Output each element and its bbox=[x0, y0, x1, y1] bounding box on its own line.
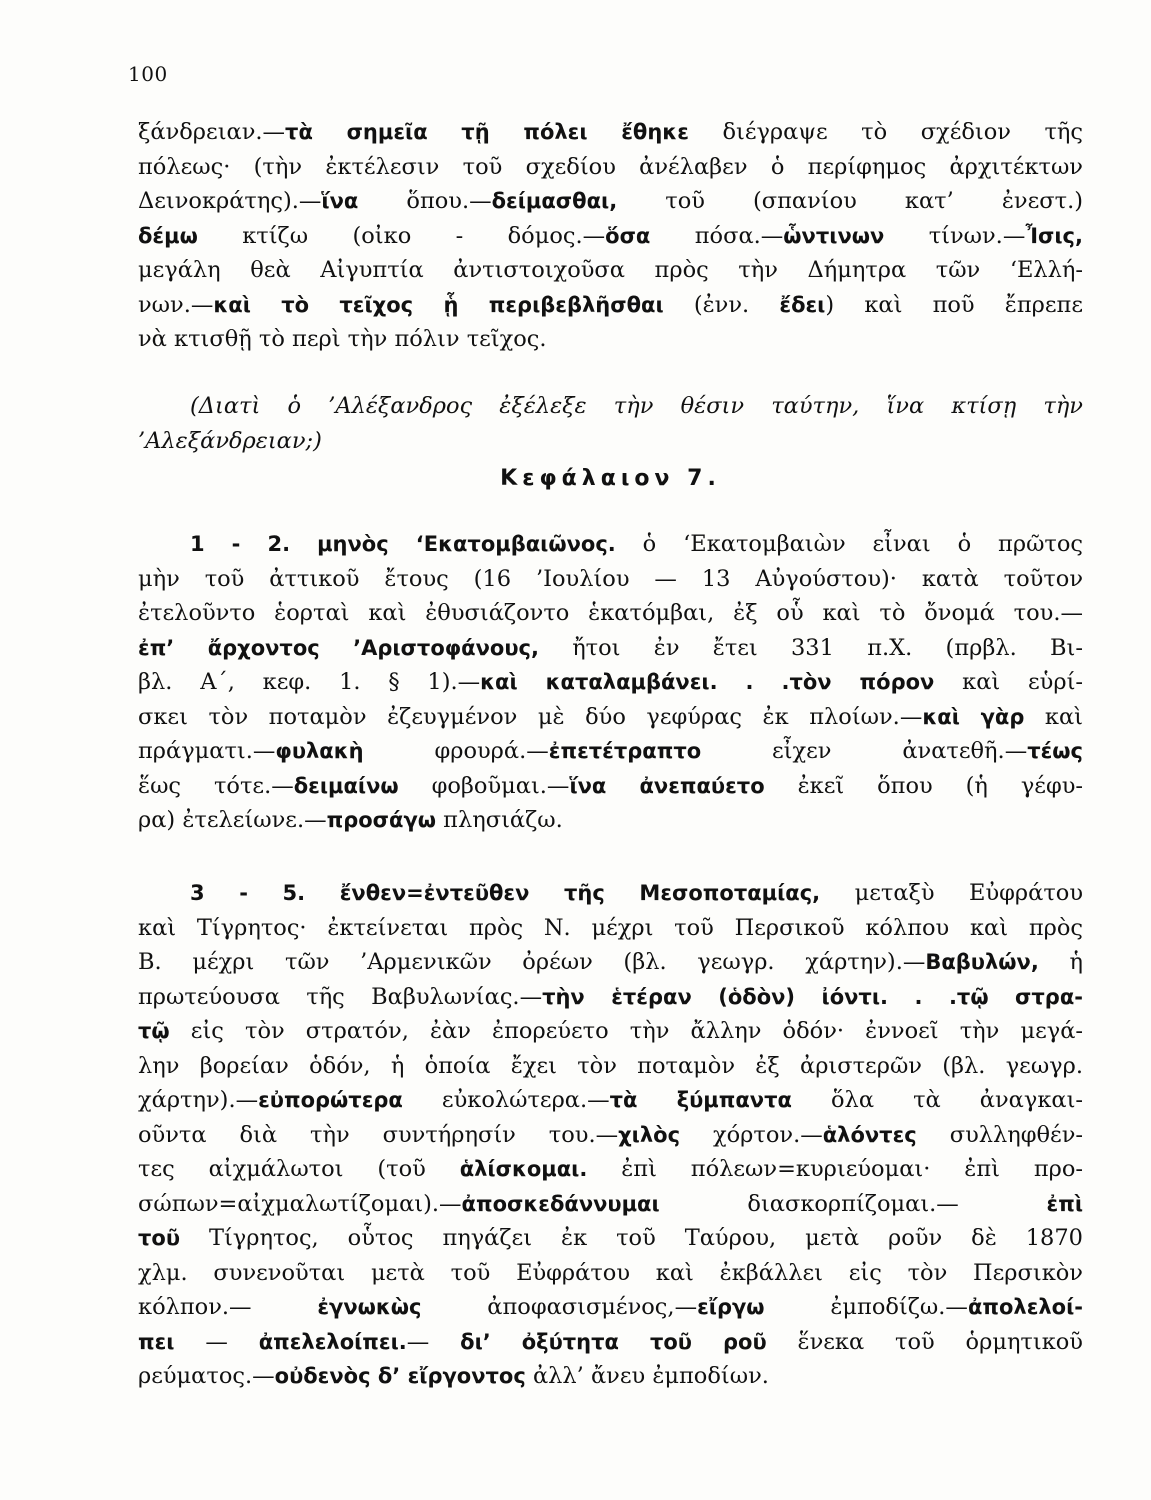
bold-term: εἴργω bbox=[697, 1295, 765, 1319]
text-segment: ) καὶ ποῦ ἔπρεπε bbox=[825, 291, 1083, 318]
text-segment: χόρτον.— bbox=[680, 1121, 823, 1148]
bold-term: πει bbox=[138, 1329, 175, 1354]
bold-term: χιλὸς bbox=[618, 1122, 681, 1147]
text-segment: ἐπὶ πόλεων=κυριεύομαι· ἐπὶ προ- bbox=[587, 1156, 1083, 1182]
text-segment: τοῦ (σπανίου κατ’ ἐνεστ.) bbox=[617, 188, 1083, 214]
page-number: 100 bbox=[128, 62, 168, 86]
text-segment: ’Αλεξάνδρειαν;) bbox=[138, 427, 322, 454]
text-segment: φρουρά.— bbox=[363, 738, 549, 764]
bold-term: δείμασθαι, bbox=[491, 189, 618, 213]
text-line bbox=[138, 911, 1083, 946]
bold-term: τέως bbox=[1027, 739, 1083, 763]
text-segment: πρωτεύουσα τῆς Βαβυλωνίας.— bbox=[138, 983, 543, 1010]
text-line bbox=[138, 1118, 1083, 1153]
text-line bbox=[138, 876, 1083, 911]
text-segment: τες αἰχμάλωτοι (τοῦ bbox=[138, 1156, 460, 1182]
text-line bbox=[138, 1083, 1083, 1118]
text-segment: ἤτοι ἐν ἔτει 331 π.Χ. (πρβλ. Βι- bbox=[538, 634, 1083, 661]
bold-term: τὰ ξύμπαντα bbox=[609, 1088, 792, 1112]
text-segment: ὁ ‘Εκατομβαιὼν εἶναι ὁ πρῶτος bbox=[615, 531, 1084, 557]
bold-term: δι’ ὀξύτητα τοῦ ροῦ bbox=[460, 1329, 767, 1354]
text-segment: ἀποφασισμένος,— bbox=[421, 1294, 698, 1320]
text-segment: ἐκεῖ ὅπου (ἡ γέφυ- bbox=[764, 772, 1083, 799]
text-line bbox=[138, 596, 1083, 631]
text-segment: ἐμποδίζω.— bbox=[764, 1294, 968, 1320]
bold-term: ἐγνωκὼς bbox=[317, 1295, 422, 1319]
text-line bbox=[138, 1290, 1083, 1325]
text-segment: διασκορπίζομαι.— bbox=[659, 1190, 1047, 1217]
bold-term: δέμω bbox=[138, 223, 198, 248]
text-segment: καὶ bbox=[1024, 703, 1083, 730]
bold-term: εὐπορώτερα bbox=[258, 1088, 403, 1112]
paragraph-3 bbox=[138, 876, 1083, 1394]
text-line bbox=[138, 1221, 1083, 1256]
text-line bbox=[138, 769, 1083, 804]
text-line bbox=[138, 734, 1083, 769]
text-segment: τίνων.— bbox=[884, 222, 1026, 249]
text-segment: ἕνεκα τοῦ ὁρμητικοῦ bbox=[766, 1328, 1083, 1355]
text-line bbox=[138, 288, 1083, 323]
text-segment: ρεύματος.— bbox=[138, 1363, 275, 1389]
chapter-heading: Κεφάλαιον 7. bbox=[500, 466, 721, 491]
text-segment: νων.— bbox=[138, 291, 214, 318]
text-segment: σκει τὸν ποταμὸν ἐζευγμένον μὲ δύο γεφύρας ἐκ πλοίων.— bbox=[138, 703, 923, 730]
text-segment: διέγραψε τὸ σχέδιον τῆς bbox=[688, 119, 1083, 145]
text-line bbox=[138, 150, 1083, 185]
bold-term: ἐπ’ ἄρχοντος ’Αριστοφάνους, bbox=[138, 635, 539, 660]
bold-term: ἀπελελοίπει. bbox=[258, 1329, 407, 1354]
paragraph-1 bbox=[138, 115, 1083, 357]
bold-term: Ἶσις, bbox=[1025, 223, 1083, 248]
text-segment: καὶ Τίγρητος· ἐκτείνεται πρὸς Ν. μέχρι τοῦ Περσικοῦ κόλπου καὶ πρὸς bbox=[138, 914, 1083, 941]
text-segment: κόλπον.— bbox=[138, 1294, 318, 1320]
text-line bbox=[138, 665, 1083, 700]
text-segment: νὰ κτισθῇ τὸ περὶ τὴν πόλιν τεῖχος. bbox=[138, 326, 547, 352]
text-segment: ἡ bbox=[1038, 949, 1083, 975]
text-segment: — bbox=[174, 1328, 259, 1355]
text-segment: Δεινοκράτης).— bbox=[138, 188, 322, 214]
text-line bbox=[138, 184, 1083, 219]
bold-term: 1 - 2. μηνὸς ‘Εκατομβαιῶνος. bbox=[190, 532, 616, 556]
bold-term: τῷ bbox=[138, 1019, 170, 1043]
bold-term: Βαβυλών, bbox=[925, 950, 1039, 974]
bold-term: ἁλίσκομαι. bbox=[459, 1157, 588, 1181]
text-line bbox=[138, 700, 1083, 735]
text-segment: λην βορείαν ὁδόν, ἡ ὁποία ἔχει τὸν ποταμὸν ἐξ ἀριστερῶν (βλ. γεωγρ. bbox=[138, 1052, 1083, 1079]
paragraph-2 bbox=[138, 527, 1083, 838]
text-line bbox=[138, 115, 1083, 150]
text-line bbox=[138, 219, 1083, 254]
text-segment: πόσα.— bbox=[650, 222, 784, 249]
text-segment: Τίγρητος, οὗτος πηγάζει ἐκ τοῦ Ταύρου, μετὰ ροῦν δὲ 1870 bbox=[180, 1225, 1083, 1251]
bold-term: τὴν ἑτέραν (ὁδὸν) ἰόντι. . .τῷ στρα- bbox=[542, 984, 1083, 1009]
text-segment: — bbox=[406, 1328, 461, 1355]
bold-term: ὅσα bbox=[605, 223, 651, 248]
question-paragraph bbox=[138, 389, 1083, 458]
bold-term: ἐπετέτραπτο bbox=[548, 739, 702, 763]
text-segment: ξάνδρειαν.— bbox=[138, 119, 286, 145]
text-segment: ἐτελοῦντο ἑορταὶ καὶ ἐθυσιάζοντο ἑκατόμβαι, ἐξ οὗ καὶ τὸ ὄνομά του.— bbox=[138, 600, 1083, 626]
bold-term: φυλακὴ bbox=[275, 739, 364, 763]
text-line bbox=[138, 562, 1083, 597]
bold-term: ἵνα bbox=[321, 189, 359, 213]
text-line bbox=[138, 803, 1083, 838]
text-line bbox=[138, 527, 1083, 562]
text-line bbox=[138, 1014, 1083, 1049]
bold-term: οὐδενὸς δ’ εἴργοντος bbox=[274, 1364, 526, 1388]
text-segment: Β. μέχρι τῶν ’Αρμενικῶν ὀρέων (βλ. γεωγρ. χάρτην).— bbox=[138, 949, 926, 975]
bold-term: ἀποσκεδάννυμαι bbox=[461, 1191, 660, 1216]
text-line bbox=[138, 322, 1083, 357]
text-line bbox=[138, 1359, 1083, 1394]
text-segment: (Διατὶ ὁ ’Αλέξανδρος ἐξέλεξε τὴν θέσιν ταύτην, ἵνα κτίσῃ τὴν bbox=[190, 393, 1083, 419]
text-segment: χλμ. συνενοῦται μετὰ τοῦ Εὐφράτου καὶ ἐκβάλλει εἰς τὸν Περσικὸν bbox=[138, 1259, 1083, 1286]
text-line bbox=[138, 945, 1083, 980]
text-segment: συλληφθέν- bbox=[916, 1121, 1083, 1148]
bold-term: ἁλόντες bbox=[822, 1122, 917, 1147]
text-segment: ἀλλ’ ἄνευ ἐμποδίων. bbox=[525, 1363, 769, 1389]
text-line bbox=[138, 1325, 1083, 1360]
bold-term: προσάγω bbox=[326, 808, 437, 832]
text-segment: μὴν τοῦ ἀττικοῦ ἔτους (16 ’Ιουλίου — 13 Αὐγούστου)· κατὰ τοῦτον bbox=[138, 565, 1083, 592]
bold-term: ὧντινων bbox=[783, 223, 885, 248]
text-segment: μεγάλη θεὰ Αἰγυπτία ἀντιστοιχοῦσα πρὸς τὴν Δήμητρα τῶν ‘Ελλή- bbox=[138, 257, 1083, 283]
text-line bbox=[138, 1187, 1083, 1222]
bold-term: καὶ γὰρ bbox=[922, 704, 1025, 729]
bold-term: τὰ σημεῖα τῇ πόλει ἔθηκε bbox=[285, 120, 689, 144]
text-segment: χάρτην).— bbox=[138, 1087, 259, 1113]
text-line bbox=[138, 631, 1083, 666]
text-segment: φοβοῦμαι.— bbox=[398, 772, 570, 799]
text-segment: εἰς τὸν στρατόν, ἐὰν ἐπορεύετο τὴν ἄλλην ὁδόν· ἐννοεῖ τὴν μεγά- bbox=[169, 1018, 1083, 1044]
text-line bbox=[138, 389, 1083, 424]
text-segment: πλησιάζω. bbox=[436, 807, 563, 833]
text-segment: (ἐνν. bbox=[663, 291, 780, 318]
text-segment: εἶχεν ἀνατεθῆ.— bbox=[701, 738, 1028, 764]
text-line bbox=[138, 424, 1083, 459]
bold-term: δειμαίνω bbox=[293, 773, 399, 798]
text-segment: καὶ εὑρί- bbox=[934, 669, 1084, 695]
text-segment: ρα) ἐτελείωνε.— bbox=[138, 807, 327, 833]
text-line bbox=[138, 980, 1083, 1015]
text-segment: ὅλα τὰ ἀναγκαι- bbox=[791, 1087, 1083, 1113]
text-line bbox=[138, 1049, 1083, 1084]
bold-term: ἵνα ἀνεπαύετο bbox=[569, 773, 765, 798]
text-segment: οῦντα διὰ τὴν συντήρησίν του.— bbox=[138, 1121, 619, 1148]
text-line bbox=[138, 1152, 1083, 1187]
text-segment: βλ. Α΄, κεφ. 1. § 1).— bbox=[138, 669, 481, 695]
bold-term: ἔδει bbox=[779, 292, 826, 317]
text-line bbox=[138, 1256, 1083, 1291]
bold-term: 3 - 5. ἔνθεν=ἐντεῦθεν τῆς Μεσοποταμίας, bbox=[190, 881, 821, 905]
text-segment: ὅπου.— bbox=[358, 188, 492, 214]
text-segment: κτίζω (οἰκο - δόμος.— bbox=[197, 222, 606, 249]
bold-term: καὶ τὸ τεῖχος ᾗ περιβεβλῆσθαι bbox=[213, 292, 664, 317]
text-segment: σώπων=αἰχμαλωτίζομαι).— bbox=[138, 1190, 462, 1217]
text-segment: ἕως τότε.— bbox=[138, 772, 294, 799]
text-segment: εὐκολώτερα.— bbox=[402, 1087, 610, 1113]
text-segment: πόλεως· (τὴν ἐκτέλεσιν τοῦ σχεδίου ἀνέλαβεν ὁ περίφημος ἀρχιτέκτων bbox=[138, 153, 1083, 180]
bold-term: τοῦ bbox=[138, 1226, 181, 1250]
bold-term: ἐπὶ bbox=[1046, 1191, 1083, 1216]
text-segment: πράγματι.— bbox=[138, 738, 276, 764]
bold-term: ἀπολελοί- bbox=[967, 1295, 1083, 1319]
text-segment: μεταξὺ Εὐφράτου bbox=[820, 880, 1084, 906]
text-line bbox=[138, 253, 1083, 288]
bold-term: καὶ καταλαμβάνει. . .τὸν πόρον bbox=[480, 670, 935, 694]
